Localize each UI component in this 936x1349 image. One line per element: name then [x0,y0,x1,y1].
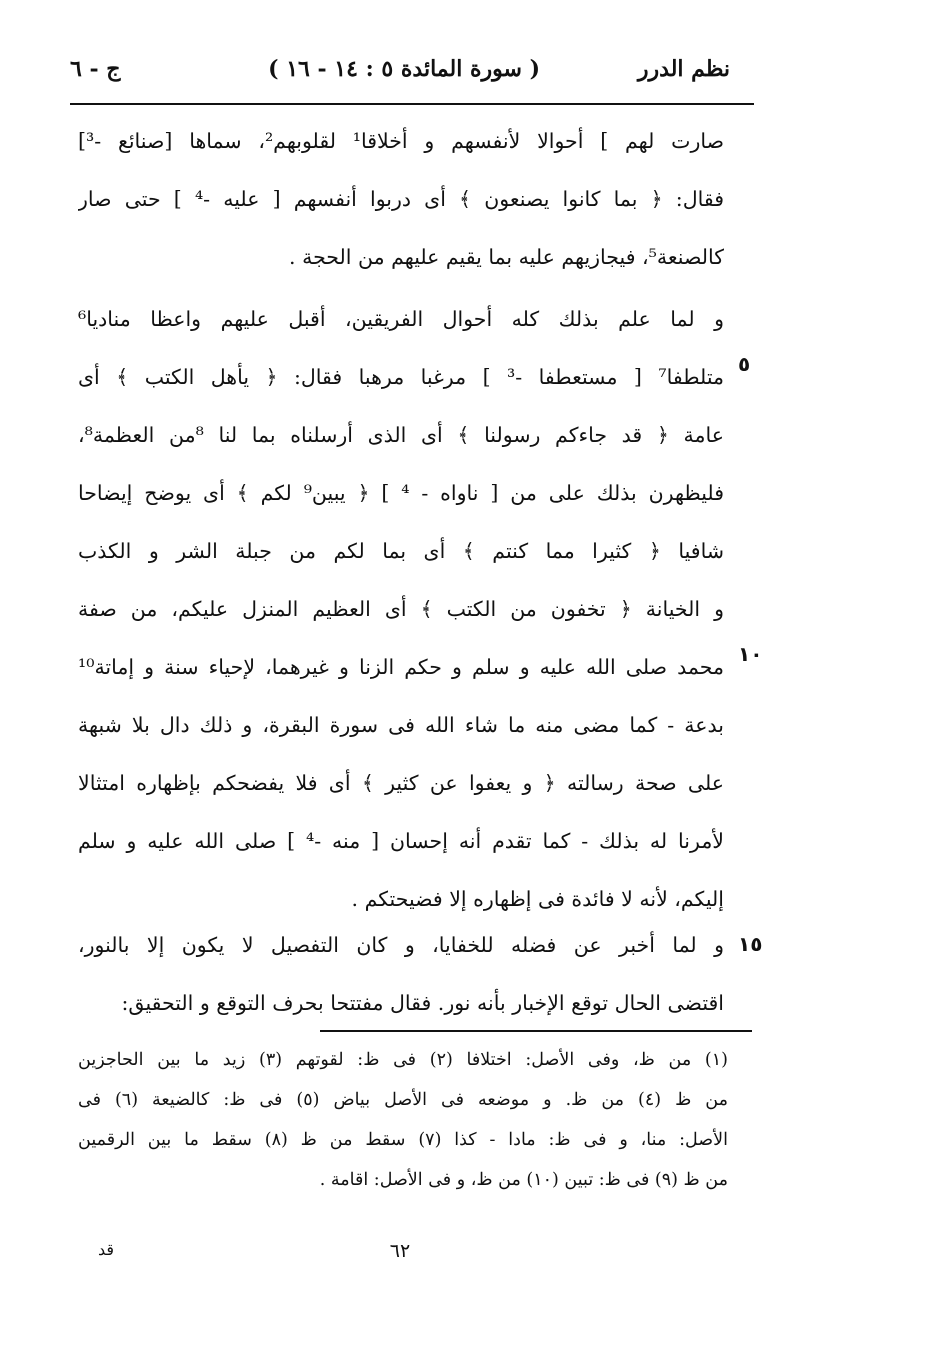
part-number: ج - ٦ [70,56,121,82]
header-rule [70,103,754,105]
text-line: لأمرنا له بذلك - كما تقدم أنه إحسان [ منه -⁴ ] صلى الله عليه و سلم [78,829,724,853]
book-title: نظم الدرر [637,56,730,82]
line-number-5: ٥ [738,352,751,376]
text-line: و لما أخبر عن فضله للخفايا، و كان التفصيل لا يكون إلا بالنور، [78,933,724,957]
text-line: شافيا ﴿ كثيرا مما كنتم ﴾ أى بما لكم من جبلة الشر و الكذب [78,539,724,563]
footnotes [78,1040,728,1200]
text-line: صارت لهم ] أحوالا لأنفسهم و أخلاقا¹ لقلوبهم²، سماها [صنائع -³] [78,129,724,153]
text-line: عامة ﴿ قد جاءكم رسولنا ﴾ أى الذى أرسلناه بما لنا ⁸من العظمة⁸، [78,423,724,447]
page-number: ٦٢ [389,1240,411,1262]
footnote-line: الأصل: منا، و فى ظ: مادا - كذا (٧) سقط من ظ (٨) سقط ما بين الرقمين [78,1130,728,1150]
paragraph-2 [78,290,724,928]
line-number-15: ١٥ [738,932,763,956]
surah-reference: ( سورة المائدة ٥ : ١٤ - ١٦ ) [268,56,540,82]
footnote-rule [320,1030,752,1032]
text-line: متلطفا⁷ [ مستعطفا -³ ] مرغبا مرهبا فقال: ﴿ يأهل الكتب ﴾ أى [78,365,724,389]
text-line: كالصنعة⁵، فيجازيهم عليه بما يقيم عليهم من الحجة . [289,245,724,269]
footnote-line: (١) من ظ، وفى الأصل: اختلافا (٢) فى ظ: لقوتهم (٣) زيد ما بين الحاجزين [78,1050,728,1070]
text-line: و لما علم بذلك كله أحوال الفريقين، أقبل عليهم واعظا مناديا⁶ [78,307,724,331]
signature-mark: قد [98,1240,115,1259]
running-header [70,52,730,102]
text-line: على صحة رسالته ﴿ و يعفوا عن كثير ﴾ أى فلا يفضحكم بإظهاره امتثالا [78,771,724,795]
footnote-line: من ظ (٩) فى ظ: تبين (١٠) من ظ، و فى الأصل: اقامة . [319,1170,728,1190]
text-line: اقتضى الحال توقع الإخبار بأنه نور. فقال مفتتحا بحرف التوقع و التحقيق: [121,991,724,1015]
footnote-line: من ظ (٤) من ظ. و موضعه فى الأصل بياض (٥) فى ظ: كالضيعة (٦) فى [78,1090,728,1110]
text-line: فليظهرن بذلك على من [ ناواه - ⁴ ] ﴿ يبين⁹ لكم ﴾ أى يوضح إيضاحا [78,481,724,505]
text-line: إليكم، لأنه لا فائدة فى إظهاره إلا فضيحتكم . [351,887,724,911]
page-footer [70,1240,730,1270]
line-number-10: ١٠ [738,642,763,666]
paragraph-1 [78,112,724,286]
text-line: بدعة - كما مضى منه ما شاء الله فى سورة البقرة، و ذلك دال بلا شبهة [78,713,724,737]
text-line: محمد صلى الله عليه و سلم و حكم الزنا و غيرهما، لإحياء سنة و إماتة¹⁰ [78,655,724,679]
text-line: فقال: ﴿ بما كانوا يصنعون ﴾ أى دربوا أنفسهم [ عليه -⁴ ] حتى صار [78,187,724,211]
text-line: و الخيانة ﴿ تخفون من الكتب ﴾ أى العظيم المنزل عليكم، من صفة [78,597,724,621]
paragraph-3 [78,916,724,1032]
